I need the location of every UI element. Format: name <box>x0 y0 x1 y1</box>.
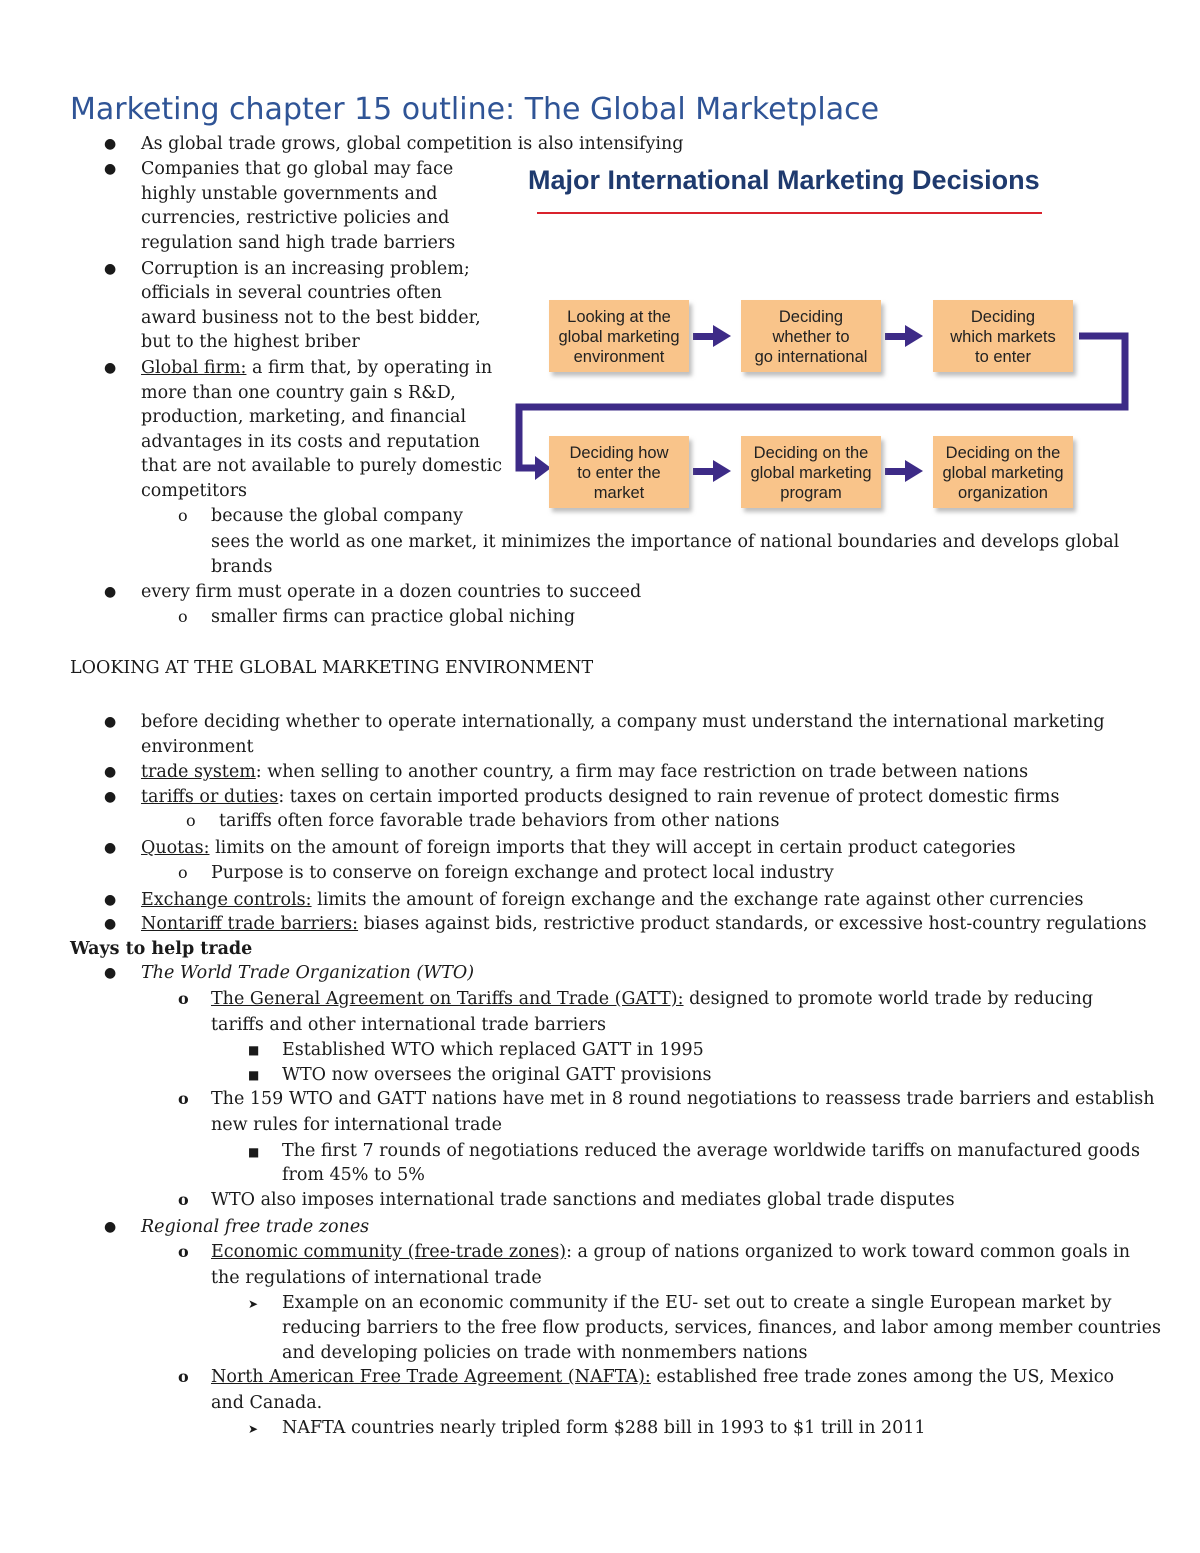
econ-term: Economic community (free-trade zones) <box>211 1242 567 1262</box>
bullet-icon: ● <box>104 714 117 730</box>
rounds-line-2: new rules for international trade <box>211 1115 502 1135</box>
sub-bullet-icon: o <box>178 1242 189 1261</box>
intro-bullet-3-line-4: but to the highest briber <box>141 332 360 352</box>
rounds-line-1: The 159 WTO and GATT nations have met in 8 round negotiations to reassess trade barriers and establish <box>211 1089 1155 1109</box>
bullet-icon: ● <box>104 136 117 152</box>
quotas-sub: Purpose is to conserve on foreign exchange and protect local industry <box>211 863 834 883</box>
econ-line-1 <box>211 1240 1130 1264</box>
sanctions-line: WTO also imposes international trade sanctions and mediates global trade disputes <box>211 1190 955 1210</box>
decision-box-1 <box>549 300 689 372</box>
decision-box-3 <box>933 300 1073 372</box>
arrow-bullet-icon: ➤ <box>248 1422 259 1436</box>
decision-box-4 <box>549 436 689 508</box>
intro-bullet-2-line-1: Companies that go global may face <box>141 159 454 179</box>
nafta-line-1 <box>211 1365 1114 1389</box>
flow-arrow-1-2 <box>693 325 731 347</box>
exchange-controls-def: limits the amount of foreign exchange and the exchange rate against other currencies <box>311 890 1084 910</box>
intro-bullet-3-line-2: officials in several countries often <box>141 283 442 303</box>
nontariff-def: biases against bids, restrictive product standards, or excessive host-country regulations <box>358 914 1147 934</box>
quotas-line <box>141 836 1016 860</box>
quotas-def: limits on the amount of foreign imports that they will accept in certain product categories <box>209 838 1016 858</box>
decision-box-4-line-1: Deciding how <box>569 444 669 462</box>
decision-box-6-line-3: organization <box>958 484 1048 502</box>
sub-bullet-icon: o <box>178 1367 189 1386</box>
tariffs-sub: tariffs often force favorable trade behaviors from other nations <box>219 811 780 831</box>
bullet-icon: ● <box>104 789 117 805</box>
sub-bullet-icon: o <box>178 607 188 626</box>
sub-bullet-icon: o <box>178 506 188 525</box>
bullet-icon: ● <box>104 840 117 856</box>
global-firm-sub-line-3: brands <box>211 557 273 577</box>
decision-box-3-line-2: which markets <box>950 328 1056 346</box>
intro-bullet-3-line-1: Corruption is an increasing problem; <box>141 259 470 279</box>
bullet-icon: ● <box>104 360 117 376</box>
arrow-bullet-icon: ➤ <box>248 1297 259 1311</box>
sub-bullet-icon: o <box>178 1190 189 1209</box>
nafta-sub: NAFTA countries nearly tripled form $288 bill in 1993 to $1 trill in 2011 <box>282 1418 926 1438</box>
gatt-def: designed to promote world trade by reducing <box>683 989 1094 1009</box>
intro-bullet-5-sub: smaller firms can practice global niching <box>211 607 576 627</box>
global-firm-line-1 <box>141 356 492 380</box>
nafta-def: established free trade zones among the US, Mexico <box>650 1367 1115 1387</box>
decision-box-3-line-3: to enter <box>975 348 1031 366</box>
tariffs-def: : taxes on certain imported products designed to rain revenue of protect domestic firms <box>278 787 1060 807</box>
square-bullet-icon: ■ <box>248 1145 260 1159</box>
quotas-term: Quotas: <box>141 838 210 858</box>
global-firm-line-6: competitors <box>141 481 248 501</box>
intro-bullet-2-line-3: currencies, restrictive policies and <box>141 208 450 228</box>
decision-box-5-line-2: global marketing <box>750 464 872 482</box>
trade-system-term: trade system <box>141 762 256 782</box>
econ-sub-line-3: and developing policies on trade with nonmembers nations <box>282 1343 808 1363</box>
section-heading-ways: Ways to help trade <box>70 939 253 959</box>
page-title: Marketing chapter 15 outline: The Global Marketplace <box>70 92 880 127</box>
intro-bullet-5: every firm must operate in a dozen countries to succeed <box>141 582 642 602</box>
global-firm-line-3: production, marketing, and financial <box>141 407 467 427</box>
decision-box-4-line-2: to enter the <box>577 464 661 482</box>
decision-box-2-line-1: Deciding <box>778 308 844 326</box>
global-firm-line-2: more than one country gain s R&D, <box>141 383 456 403</box>
bullet-icon: ● <box>104 261 117 277</box>
gatt-sub-1: Established WTO which replaced GATT in 1995 <box>282 1040 704 1060</box>
decisions-flow-diagram <box>505 150 1145 520</box>
gatt-line-2: tariffs and other international trade barriers <box>211 1015 606 1035</box>
bullet-icon: ● <box>104 584 117 600</box>
sub-bullet-icon: o <box>178 989 189 1008</box>
env-bullet-1-line-2: environment <box>141 737 254 757</box>
exchange-controls-line <box>141 888 1083 912</box>
trade-system-def: : when selling to another country, a firm may face restriction on trade between nations <box>255 762 1029 782</box>
global-firm-def: a firm that, by operating in <box>246 358 493 378</box>
decision-box-2-line-3: go international <box>754 348 868 366</box>
decision-box-2-line-2: whether to <box>772 328 850 346</box>
gatt-term: The General Agreement on Tariffs and Trade (GATT): <box>211 989 684 1009</box>
rounds-sub-line-2: from 45% to 5% <box>282 1165 425 1185</box>
trade-system-line <box>141 760 1028 784</box>
nontariff-line <box>141 912 1147 936</box>
nafta-line-2: and Canada. <box>211 1393 323 1413</box>
bullet-icon: ● <box>104 965 117 981</box>
econ-line-2: the regulations of international trade <box>211 1268 542 1288</box>
square-bullet-icon: ■ <box>248 1043 260 1057</box>
decision-box-4-line-3: market <box>593 484 645 502</box>
decision-box-5-line-3: program <box>780 484 842 502</box>
nontariff-term: Nontariff trade barriers: <box>141 914 359 934</box>
section-heading-environment: LOOKING AT THE GLOBAL MARKETING ENVIRONMENT <box>70 658 594 678</box>
regional-heading: Regional free trade zones <box>141 1217 370 1237</box>
wto-heading: The World Trade Organization (WTO) <box>141 963 475 983</box>
gatt-sub-2: WTO now oversees the original GATT provisions <box>282 1065 712 1085</box>
rounds-sub-line-1: The first 7 rounds of negotiations reduced the average worldwide tariffs on manufactured goods <box>282 1141 1140 1161</box>
flow-arrow-4-5 <box>693 460 731 482</box>
flow-arrow-5-6 <box>885 460 923 482</box>
gatt-line-1 <box>211 987 1093 1011</box>
decision-box-5 <box>741 436 881 508</box>
econ-sub-line-2: reducing barriers to the free flow products, services, finances, and labor among member countries <box>282 1318 1161 1338</box>
econ-def: : a group of nations organized to work toward common goals in <box>566 1242 1131 1262</box>
global-firm-sub-line-1: because the global company <box>211 506 464 526</box>
decision-box-3-line-1: Deciding <box>970 308 1036 326</box>
decision-box-6 <box>933 436 1073 508</box>
decision-box-6-line-2: global marketing <box>942 464 1064 482</box>
nafta-term: North American Free Trade Agreement (NAFTA): <box>211 1367 651 1387</box>
global-firm-term: Global firm: <box>141 358 247 378</box>
global-firm-line-5: that are not available to purely domestic <box>141 456 503 476</box>
econ-sub-line-1: Example on an economic community if the EU- set out to create a single European market by <box>282 1293 1112 1313</box>
exchange-controls-term: Exchange controls: <box>141 890 312 910</box>
diagram-title: Major International Marketing Decisions <box>528 165 1040 195</box>
bullet-icon: ● <box>104 892 117 908</box>
env-bullet-1-line-1: before deciding whether to operate internationally, a company must understand the international marketing <box>141 712 1105 732</box>
decision-box-5-line-1: Deciding on the <box>753 444 869 462</box>
tariffs-line <box>141 785 1059 809</box>
tariffs-term: tariffs or duties <box>141 787 279 807</box>
sub-bullet-icon: o <box>178 863 188 882</box>
decision-box-1-line-1: Looking at the <box>567 308 671 326</box>
square-bullet-icon: ■ <box>248 1068 260 1082</box>
intro-bullet-3-line-3: award business not to the best bidder, <box>141 308 481 328</box>
flow-connector-arrowhead <box>535 456 551 480</box>
intro-bullet-2-line-2: highly unstable governments and <box>141 184 438 204</box>
decision-box-1-line-2: global marketing <box>558 328 680 346</box>
sub-bullet-icon: o <box>178 1089 189 1108</box>
decision-box-6-line-1: Deciding on the <box>945 444 1061 462</box>
bullet-icon: ● <box>104 916 117 932</box>
intro-bullet-1: As global trade grows, global competition is also intensifying <box>141 134 684 154</box>
bullet-icon: ● <box>104 1219 117 1235</box>
sub-bullet-icon: o <box>186 811 196 830</box>
global-firm-sub-line-2: sees the world as one market, it minimizes the importance of national boundaries and develops global <box>211 532 1120 552</box>
intro-bullet-2-line-4: regulation sand high trade barriers <box>141 233 456 253</box>
bullet-icon: ● <box>104 161 117 177</box>
bullet-icon: ● <box>104 764 117 780</box>
decision-box-1-line-3: environment <box>573 348 665 366</box>
global-firm-line-4: advantages in its costs and reputation <box>141 432 480 452</box>
decision-box-2 <box>741 300 881 372</box>
flow-arrow-2-3 <box>885 325 923 347</box>
